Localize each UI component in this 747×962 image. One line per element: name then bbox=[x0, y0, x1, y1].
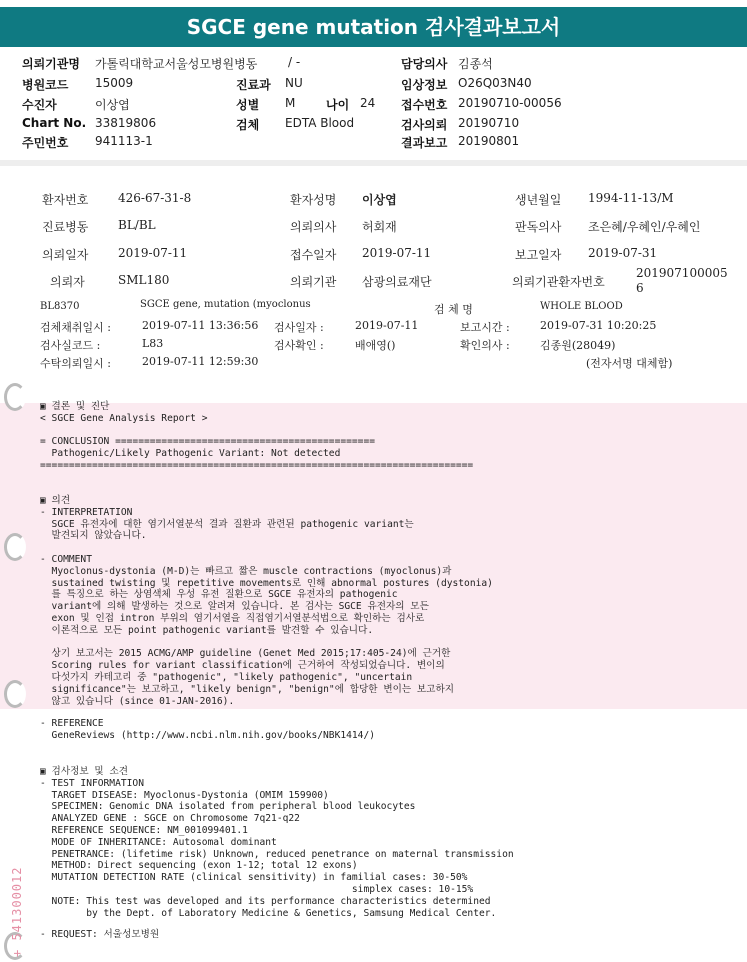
patient-label: 접수일자 bbox=[290, 248, 337, 262]
test-label: 검사확인 : bbox=[274, 339, 324, 352]
test-value: 배애영() bbox=[355, 339, 396, 352]
specimen-value: WHOLE BLOOD bbox=[540, 301, 623, 312]
label-clinical-info: 임상정보 bbox=[401, 78, 448, 92]
patient-value: 조은혜/우혜인/우혜인 bbox=[588, 220, 701, 234]
value-clinical-info: O26Q03N40 bbox=[458, 76, 532, 90]
patient-label: 진료병동 bbox=[42, 220, 89, 234]
value-request-date: 20190710 bbox=[458, 116, 520, 130]
e-signature-note: (전자서명 대체함) bbox=[586, 357, 673, 370]
test-label: 수탁의뢰일시 : bbox=[40, 357, 111, 370]
label-doctor: 담당의사 bbox=[401, 57, 448, 71]
value-hospital-code: 15009 bbox=[95, 76, 134, 90]
specimen-label: 검 체 명 bbox=[434, 303, 473, 316]
patient-value: 이상엽 bbox=[362, 193, 397, 207]
test-name: SGCE gene, mutation (myoclonus bbox=[140, 299, 311, 310]
label-age: 나이 bbox=[326, 98, 350, 112]
value-department: NU bbox=[285, 76, 303, 90]
binder-hole bbox=[4, 383, 26, 411]
label-report-date: 결과보고 bbox=[401, 136, 448, 150]
patient-label: 생년월일 bbox=[515, 193, 562, 207]
patient-value: SML180 bbox=[118, 273, 170, 287]
label-department: 진료과 bbox=[236, 78, 271, 92]
divider bbox=[0, 160, 747, 166]
patient-value: 201907100005 bbox=[636, 266, 728, 280]
label-receipt-no: 접수번호 bbox=[401, 98, 448, 112]
test-value: 김종원(28049) bbox=[540, 339, 616, 352]
reference-block: - REFERENCE GeneReviews (http://www.ncbi.nlm.nih.gov/books/NBK1414/) bbox=[40, 718, 376, 741]
test-label: 확인의사 : bbox=[460, 339, 510, 352]
label-request-date: 검사의뢰 bbox=[401, 118, 448, 132]
patient-value: 426-67-31-8 bbox=[118, 191, 192, 205]
patient-value-cont: 6 bbox=[636, 281, 644, 295]
request-block: - REQUEST: 서울성모병원 bbox=[40, 929, 160, 940]
value-resident-no: 941113-1 bbox=[95, 134, 153, 148]
patient-value: 2019-07-11 bbox=[118, 246, 188, 260]
patient-label: 환자번호 bbox=[42, 193, 89, 207]
label-chart-no: Chart No. bbox=[22, 116, 87, 130]
label-patient-name: 수진자 bbox=[22, 98, 57, 112]
test-label: 검체채취일시 : bbox=[40, 321, 111, 334]
patient-label: 판독의사 bbox=[515, 220, 562, 234]
binder-hole bbox=[4, 533, 26, 561]
test-code: BL8370 bbox=[40, 301, 80, 312]
opinion-block: ▣ 의견 - INTERPRETATION SGCE 유전자에 대한 염기서열분석 결과 질환과 관련된 pathogenic variant는 발견되지 않았습니다. - COMMENT Myoclonus-dystonia (M-D)는 빠르고 짧은 muscle contractions (myoclonus)과 sustained twisting 및 repetitive movements로 인해 abnormal postures (dystonia) 를 특징으로 하는 상염색체 우성 유전 질환으로 SGCE 유전자의 pathogenic variant에 의해 발생하는 것으로 알려져 있습니다. 본 검사는 SGCE 유전자의 모든 exon 및 인접 intron 부위의 염기서열을 직접염기서열분석법으로 확인하는 검사로 이론적으로 모든 point pathogenic variant를 발견할 수 있습니다. 상기 보고서는 2015 ACMG/AMP guideline (Genet Med 2015;17:405-24)에 근거한 Scoring rules for variant classification에 근거하여 작성되었습니다. 변이의 다섯가지 카테고리 중 "pathogenic", "likely pathogenic", "uncertain significance"는 보고하고, "likely benign", "benign"에 합당한 변이는 보고하지 않고 있습니다 (since 01-JAN-2016). bbox=[40, 495, 493, 707]
test-label: 검사실코드 : bbox=[40, 339, 101, 352]
test-value: 2019-07-31 10:20:25 bbox=[540, 319, 657, 332]
patient-label: 의뢰기관환자번호 bbox=[512, 275, 605, 289]
value-receipt-no: 20190710-00056 bbox=[458, 96, 562, 110]
label-sex: 성별 bbox=[236, 98, 260, 112]
value-age: 24 bbox=[360, 96, 376, 110]
test-value: 2019-07-11 12:59:30 bbox=[142, 355, 259, 368]
patient-label: 의뢰자 bbox=[50, 275, 85, 289]
patient-label: 의뢰의사 bbox=[290, 220, 337, 234]
value-chart-no: 33819806 bbox=[95, 116, 157, 130]
value-ward: / - bbox=[288, 55, 301, 69]
side-number: + 541300012 bbox=[10, 866, 24, 957]
test-label: 검사일자 : bbox=[274, 321, 324, 334]
patient-value: 삼광의료재단 bbox=[362, 275, 432, 289]
value-doctor: 김종석 bbox=[458, 57, 493, 71]
report-title: SGCE gene mutation 검사결과보고서 bbox=[0, 7, 747, 47]
value-report-date: 20190801 bbox=[458, 134, 520, 148]
patient-label: 환자성명 bbox=[290, 193, 337, 207]
patient-value: 허회재 bbox=[362, 220, 397, 234]
test-value: 2019-07-11 13:36:56 bbox=[142, 319, 259, 332]
conclusion-block: ▣ 결론 및 진단 < SGCE Gene Analysis Report > = CONCLUSION ============================================= Pathogenic/Likely Pathogenic Variant: Not detected =========================================================================== bbox=[40, 401, 474, 471]
test-label: 보고시간 : bbox=[460, 321, 510, 334]
test-value: 2019-07-11 bbox=[355, 319, 419, 332]
patient-label: 의뢰기관 bbox=[290, 275, 337, 289]
label-institution: 의뢰기관명 bbox=[22, 57, 80, 71]
patient-label: 의뢰일자 bbox=[42, 248, 89, 262]
label-hospital-code: 병원코드 bbox=[22, 78, 69, 92]
value-patient-name: 이상엽 bbox=[95, 98, 130, 112]
value-specimen: EDTA Blood bbox=[285, 116, 355, 130]
patient-label: 보고일자 bbox=[515, 248, 562, 262]
patient-value: 2019-07-31 bbox=[588, 246, 658, 260]
value-institution: 가톨릭대학교서울성모병원병동 bbox=[95, 57, 258, 71]
test-information-block: ▣ 검사정보 및 소견 - TEST INFORMATION TARGET DISEASE: Myoclonus-Dystonia (OMIM 159900) SPECIMEN: Genomic DNA isolated from peripheral blood leukocytes ANALYZED GENE : SGCE on Chromosome 7q21-q22 REFERENCE SEQUENCE: NM_001099401.1 MODE OF INHERITANCE: Autosomal dominant PENETRANCE: (lifetime risk) Unknown, reduced penetrance on maternal transmission METHOD: Direct sequencing (exon 1-12; total 12 exons) MUTATION DETECTION RATE (clinical sensitivity) in familial cases: 30-50% simplex cases: 10-15% NOTE: This test was developed and its performance characteristics determined by the Dept. of Laboratory Medicine & Genetics, Samsung Medical Center. bbox=[40, 766, 514, 919]
binder-hole bbox=[4, 680, 26, 708]
test-value: L83 bbox=[142, 337, 164, 350]
patient-value: BL/BL bbox=[118, 218, 156, 232]
value-sex: M bbox=[285, 96, 296, 110]
label-specimen: 검체 bbox=[236, 118, 260, 132]
patient-value: 1994-11-13/M bbox=[588, 191, 674, 205]
patient-value: 2019-07-11 bbox=[362, 246, 432, 260]
label-resident-no: 주민번호 bbox=[22, 136, 69, 150]
